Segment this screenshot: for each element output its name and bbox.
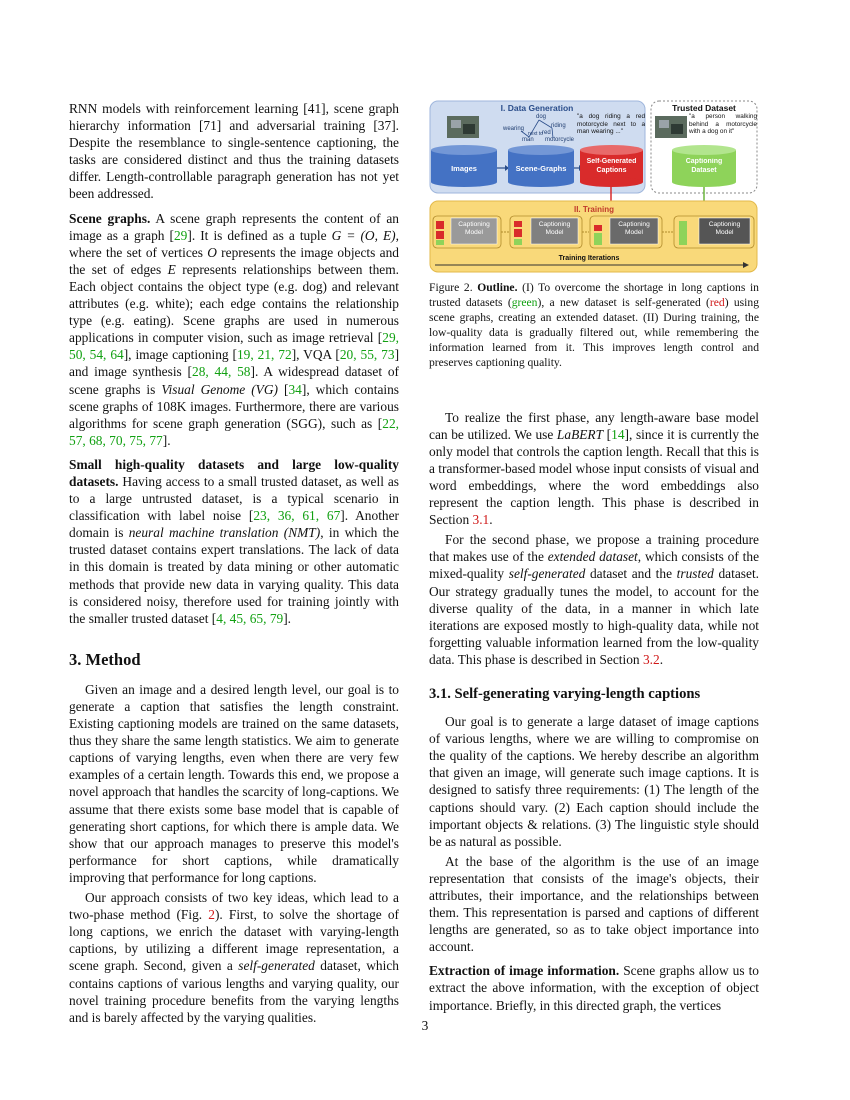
paragraph-rnn: RNN models with reinforcement learning [41], scene graph hierarchy information [71] and adversarial training [37]. Despite the resemblance to single-sentence captioning, the tasks are considered distinct and thus the training datasets differ. Length-controllable paragraph generation has not yet been addressed. <box>69 101 399 202</box>
training-iterations-label: Training Iterations <box>558 255 620 262</box>
paragraph-goal: Our goal is to generate a large dataset of image captions of various lengths, where we are willing to compromise on the quality of the captions. We hereby describe an algorithm that given an image, will generate such image captions. It is designed to satisfy three requirements: (1) The length of the captions should vary. (2) Each caption should include the important objects & relations. (3) The linguistic style should be as natural as possible. <box>429 714 759 849</box>
training-stage-2: Captioning Model <box>510 216 582 248</box>
term: extended dataset <box>547 549 638 565</box>
figure-diagram <box>429 100 759 274</box>
text: ]. A widespread dataset of scene graphs is <box>69 364 399 397</box>
paragraph-datasets <box>69 456 399 627</box>
text: ) using scene graphs, creating an extended dataset. (II) During training, the low-quality data is gradually filtered out, while remembering the information learned from it. This improves length control and preserves captioning quality. <box>429 296 759 370</box>
text: Scene graphs allow us to extract the above information, with the exception of object importance. Briefly, in this directed graph, the vertices <box>429 963 760 1013</box>
text: [ <box>603 426 612 442</box>
citation[interactable]: 4, 45, 65, 79 <box>216 610 284 626</box>
text: To realize the first phase, any length-aware base model can be utilized. We use <box>429 409 759 442</box>
citation[interactable]: 22, 57, 68, 70, 75, 77 <box>69 415 399 448</box>
graph-edge: wearing <box>503 126 525 132</box>
text: ], since it is currently the only model that controls the caption length. Recall that this is a transformer-based model whose input consists of visual and word embeddings, where the word embeddings also represent the caption length. This phase is described in Section <box>429 426 759 528</box>
quote-generated: "a dog riding a red motorcycle next to a man wearing ..." <box>577 113 645 136</box>
text: , in which the trusted dataset contains expert translations. The lack of data in this domain is treated by data mining or other automatic methods that provide new data in varying quality. This data is considered noisy, therefore used for training jointly with the smaller trusted dataset [ <box>69 525 399 626</box>
math-O: O <box>207 244 217 260</box>
text: For the second phase, we propose a training procedure that makes use of the <box>429 532 759 565</box>
text: Our approach consists of two key ideas, which lead to a two-phase method (Fig. <box>69 890 399 923</box>
citation[interactable]: 14 <box>611 426 625 442</box>
text: . <box>659 651 664 667</box>
captioning-dataset-cylinder: Captioning Dataset <box>672 145 736 187</box>
paragraph-scene-graphs <box>69 210 399 449</box>
svg-text:Scene-Graphs: Scene-Graphs <box>515 164 567 173</box>
right-column <box>429 100 759 1014</box>
paragraph-phase-1 <box>429 409 759 529</box>
training-title: II. Training <box>573 205 615 214</box>
paragraph-method-1: Given an image and a desired length level, our goal is to generate a caption that satisfies the length constraint. Existing captioning models are trained on the same datasets, thus they share the same length statistics. We aim to generate captions of varying lengths, even when there are very few examples of a certain length. Towards this end, we propose a novel approach that handles the scarcity of long-captions. We assume that there exists some base model that is capable of generating short captions, for which there is ample data. We show that our approach manages to preserve this model's performance for short captions, while dramatically improving that performance for long captions. <box>69 681 399 885</box>
paragraph-method-2 <box>69 889 399 1026</box>
term: trusted <box>676 566 714 582</box>
training-stage-4: Captioning Model <box>674 216 754 248</box>
heading-scene-graphs: Scene graphs. <box>69 210 151 226</box>
paragraph-base: At the base of the algorithm is the use of an image representation that consists of the image's objects, their attributes, their importance, and the relationships between them. This representation is parsed and captions of different lengths are generated, so as to take object importance into account. <box>429 853 759 955</box>
graph-node: man <box>522 137 534 143</box>
text: ]. Another domain is <box>69 508 400 541</box>
text: ], which contains scene graphs of 108K images. Furthermore, there are various algorithms for scene graph generation (SGG), such as [ <box>69 381 400 431</box>
section-title-method: 3. Method <box>69 649 141 669</box>
text: (I) To overcome the shortage in long captions in trusted datasets ( <box>429 281 759 310</box>
text: ]. <box>283 610 292 626</box>
text: ), a new dataset is self-generated ( <box>537 296 710 310</box>
text: Having access to a small trusted dataset, as well as to a large untrusted dataset, is a typical scenario in classification with label noise [ <box>69 473 399 524</box>
heading-extraction: Extraction of image information. <box>429 963 620 979</box>
citation[interactable]: 28, 44, 58 <box>192 364 251 380</box>
left-column <box>69 100 399 1026</box>
caption-lead: Figure 2. <box>429 281 473 294</box>
text: dataset. Our strategy gradually tunes the model, to account for the diverse quality of the data, in a manner in which late iterations are exposed mostly to high-quality data, while not forgetting valuable information learned from the low-quality data. This phase is described in Section <box>429 566 760 667</box>
text: [ <box>278 381 289 397</box>
self-generated-cylinder: Self-Generated Captions <box>580 145 643 187</box>
citation[interactable]: 29 <box>173 227 188 243</box>
model-name: LaBERT <box>556 426 604 442</box>
graph-node: red <box>542 130 551 136</box>
term: self-generated <box>508 566 586 582</box>
term: self-generated <box>238 958 315 974</box>
text: represents relationships between them. Each object contains the object type (e.g. dog) and relevant attributes (e.g. white); each edge contains the relationship type (e.g. eating). Scene graphs are used in numerous applications in computer vision, such as image retrieval [ <box>69 261 399 346</box>
data-generation-title: I. Data Generation <box>500 103 574 113</box>
text: ], image captioning [ <box>123 347 237 363</box>
training-stage-1: Captioning Model <box>433 216 501 248</box>
quote-trusted: "a person walking behind a motorcycle with a dog on it" <box>689 113 757 136</box>
section-reference[interactable]: 3.1 <box>472 512 490 528</box>
caption-green: green <box>511 296 538 310</box>
paragraph-extraction <box>429 962 759 1013</box>
text: , which consists of the mixed-quality <box>429 549 760 582</box>
text: ] and image synthesis [ <box>69 347 400 380</box>
text: dataset and the <box>585 566 677 582</box>
math-tuple: G = (O, E) <box>331 227 396 243</box>
text: ). First, to solve the shortage of long captions, we enrich the dataset with varying-length captions, by utilizing a different image representation, a scene graph. Second, given a <box>69 907 400 974</box>
heading-datasets: Small high-quality datasets and large low-quality datasets. <box>69 456 399 489</box>
term-nmt: neural machine translation (NMT) <box>128 525 321 541</box>
text: . <box>489 512 493 528</box>
page-number: 3 <box>421 1018 429 1033</box>
text: dataset, which contains captions of various lengths and varying quality, our novel training procedure benefits from the varying lengths and is barely affected by the varying qualities. <box>69 958 399 1025</box>
figure-caption <box>429 280 759 371</box>
figure-2 <box>429 100 759 274</box>
graph-edge: next to <box>528 131 544 137</box>
dataset-name: Visual Genome (VG) <box>161 381 278 397</box>
trusted-dataset-title: Trusted Dataset <box>672 103 736 113</box>
text: represents the image objects and the set of edges <box>69 244 399 277</box>
citation[interactable]: 23, 36, 61, 67 <box>253 508 341 524</box>
text: ]. It is defined as a tuple <box>187 227 332 243</box>
citation[interactable]: 20, 55, 73 <box>339 347 395 363</box>
text: ]. <box>162 432 171 448</box>
graph-edge: riding <box>551 123 566 129</box>
graph-node: motorcycle <box>545 137 575 143</box>
training-stage-3: Captioning Model <box>590 216 662 248</box>
citation[interactable]: 19, 21, 72 <box>236 347 292 363</box>
caption-red: red <box>709 296 725 310</box>
scene-graphs-cylinder <box>508 145 574 187</box>
text: ], VQA [ <box>291 347 340 363</box>
images-cylinder <box>431 145 497 187</box>
figure-reference[interactable]: 2 <box>208 907 215 923</box>
subsection-title: 3.1. Self-generating varying-length captions <box>429 685 701 702</box>
paragraph-phase-2 <box>429 531 759 668</box>
graph-node: dog <box>535 114 547 120</box>
text: , where the set of vertices <box>69 227 399 260</box>
section-reference[interactable]: 3.2 <box>642 651 660 667</box>
caption-bold: Outline. <box>477 281 518 294</box>
citation[interactable]: 29, 50, 54, 64 <box>69 330 399 363</box>
svg-text:Images: Images <box>451 164 477 173</box>
math-E: E <box>167 261 176 277</box>
text: A scene graph represents the content of an image as a graph [ <box>69 210 399 243</box>
citation[interactable]: 34 <box>288 381 302 397</box>
